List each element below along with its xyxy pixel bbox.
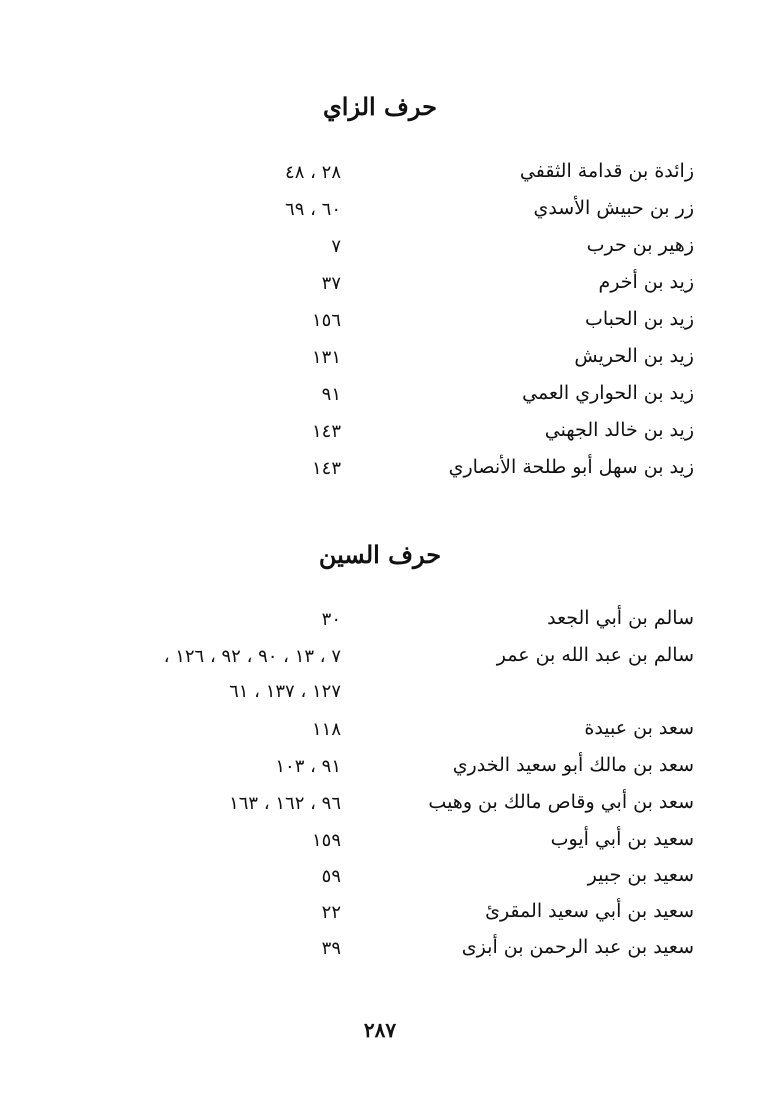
entry-name: سعيد بن عبد الرحمن بن أبزى [461,936,694,958]
entry-pages: ٢٢ [321,902,341,923]
section-heading-seen: حرف السين [318,540,442,569]
entry-pages: ٧ ، ١٣ ، ٩٠ ، ٩٢ ، ١٢٦ ، [163,646,341,667]
entry-name: زيد بن خالد الجهني [544,419,694,441]
entry-pages-continued: ١٢٧ ، ١٣٧ ، ٦١ [229,681,341,702]
entry-pages: ٩٦ ، ١٦٢ ، ١٦٣ [229,793,341,814]
entry-name: سعد بن عبيدة [584,717,694,739]
entry-pages: ١٤٣ [311,421,341,442]
entry-name: سعد بن مالك أبو سعيد الخدري [452,754,694,776]
entry-pages: ٦٠ ، ٦٩ [285,199,341,220]
entry-pages: ١٥٩ [311,830,341,851]
entry-name: زهير بن حرب [586,234,694,256]
entry-pages: ٩١ [321,384,341,405]
entry-pages: ٣٩ [321,938,341,959]
entry-pages: ٥٩ [321,866,341,887]
entry-pages: ١١٨ [311,719,341,740]
entry-name: زيد بن سهل أبو طلحة الأنصاري [448,456,694,478]
entry-name: سالم بن أبي الجعد [547,607,694,629]
entry-pages: ٣٠ [321,609,341,630]
entry-pages: ١٣١ [311,347,341,368]
entry-name: زر بن حبيش الأسدي [533,197,694,219]
entry-pages: ٩١ ، ١٠٣ [275,756,341,777]
entry-name: سعيد بن أبي سعيد المقرئ [485,900,694,922]
section-heading-zay: حرف الزاي [323,92,437,121]
entry-pages: ١٥٦ [311,310,341,331]
entry-pages: ٣٧ [321,273,341,294]
entry-name: سعيد بن أبي أيوب [550,828,694,850]
entry-name: زيد بن الحواري العمي [522,382,694,404]
entry-pages: ٧ [331,236,341,257]
entry-name: زائدة بن قدامة الثقفي [519,160,694,182]
entry-name: سعيد بن جبير [587,864,694,886]
entry-name: زيد بن الحريش [574,345,694,367]
entry-name: سالم بن عبد الله بن عمر [496,644,694,666]
entry-pages: ١٤٣ [311,458,341,479]
entry-name: سعد بن أبي وقاص مالك بن وهيب [428,791,694,813]
page-number: ٢٨٧ [363,1018,397,1042]
entry-pages: ٢٨ ، ٤٨ [285,162,341,183]
entry-name: زيد بن الحباب [584,308,694,330]
entry-name: زيد بن أخرم [598,271,694,293]
